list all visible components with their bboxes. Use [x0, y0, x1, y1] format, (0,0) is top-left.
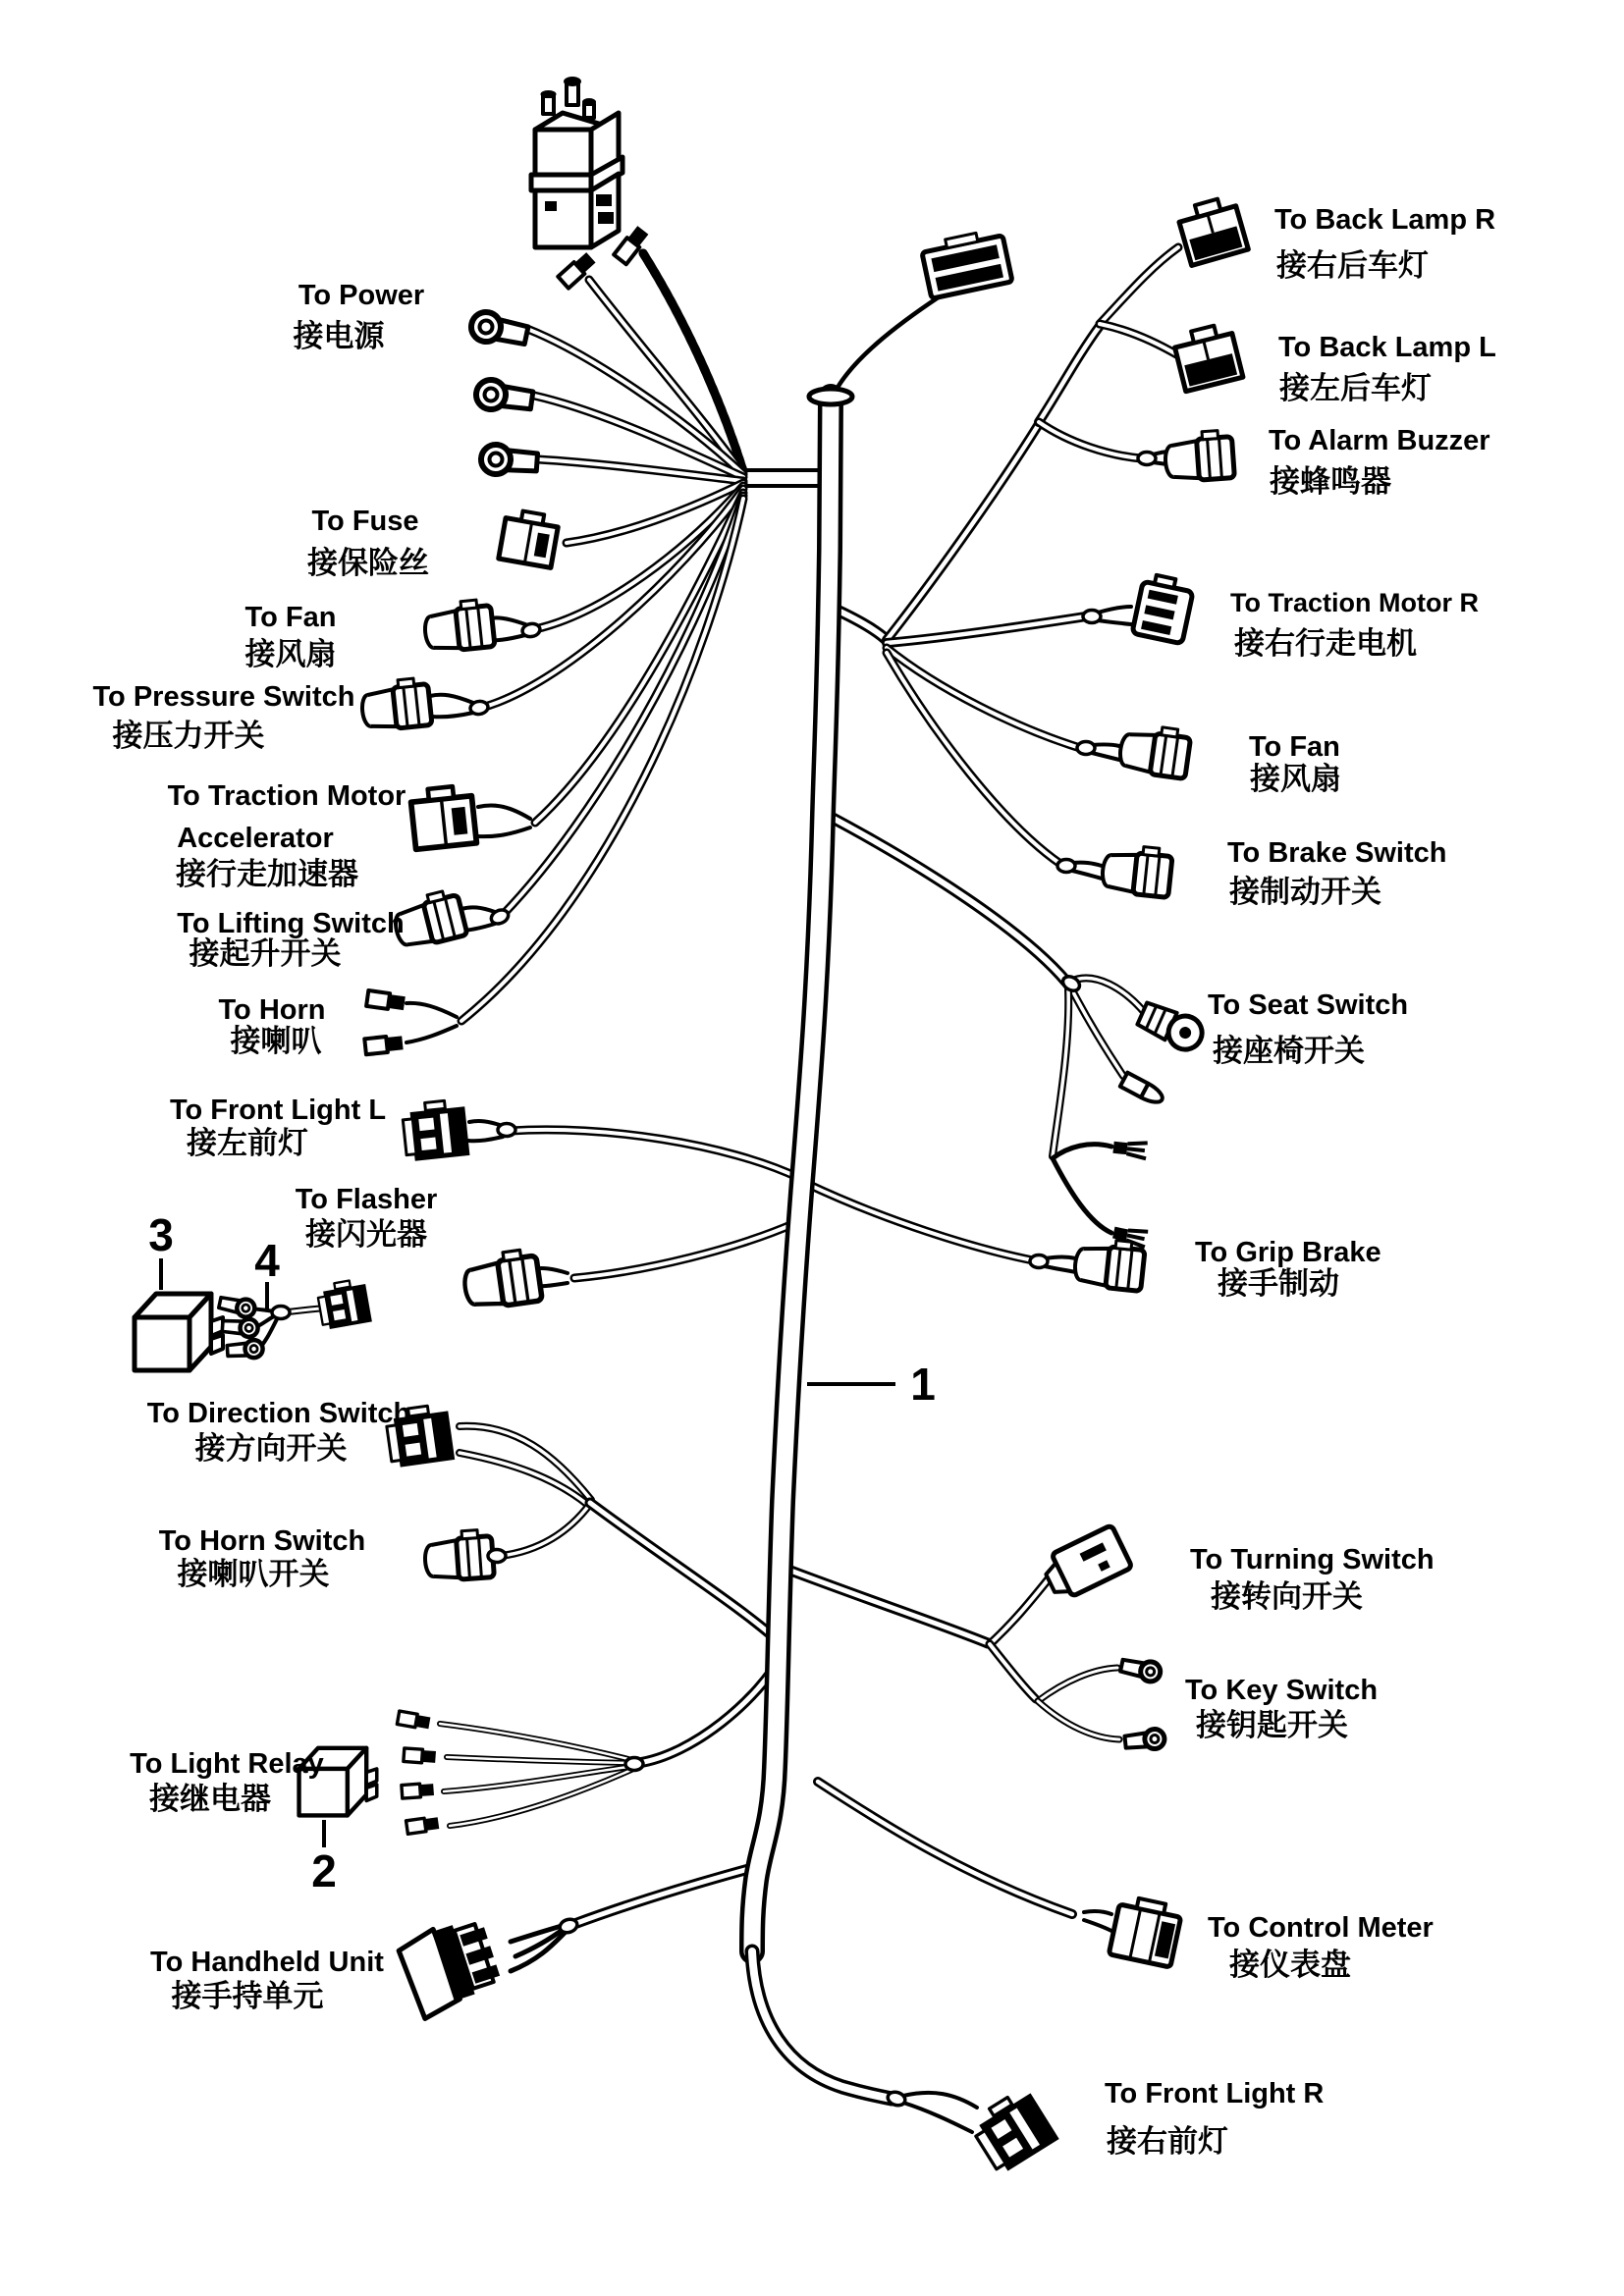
label-traction-acc-en1: To Traction Motor — [167, 780, 406, 812]
label-horn-zh: 接喇叭 — [230, 1024, 322, 1058]
label-seat-switch-zh: 接座椅开关 — [1213, 1034, 1365, 1068]
label-fuse-zh: 接保险丝 — [307, 546, 429, 580]
label-pressure-zh: 接压力开关 — [112, 719, 265, 753]
label-back-lamp-l-en: To Back Lamp L — [1278, 332, 1496, 363]
label-traction-acc-zh: 接行走加速器 — [176, 857, 358, 891]
label-horn-en: To Horn — [218, 994, 326, 1026]
label-flasher-zh: 接闪光器 — [305, 1217, 427, 1252]
label-fuse-en: To Fuse — [311, 506, 419, 537]
label-key-switch-zh: 接钥匙开关 — [1196, 1708, 1348, 1742]
label-traction-acc-en2: Accelerator — [177, 823, 334, 854]
label-light-relay-zh: 接继电器 — [149, 1782, 271, 1816]
label-traction-r-en: To Traction Motor R — [1230, 588, 1479, 617]
label-horn-switch-zh: 接喇叭开关 — [177, 1557, 330, 1591]
contactor-stud-1 — [541, 90, 557, 114]
label-front-light-l-zh: 接左前灯 — [187, 1126, 308, 1160]
label-traction-r-zh: 接右行走电机 — [1234, 626, 1417, 661]
label-brake-switch-zh: 接制动开关 — [1229, 875, 1381, 909]
callout-4: 4 — [254, 1235, 280, 1286]
label-fan-left-zh: 接风扇 — [244, 637, 337, 671]
label-lifting-zh: 接起升开关 — [189, 936, 342, 971]
label-control-meter-zh: 接仪表盘 — [1229, 1948, 1351, 1982]
label-alarm-buzzer-en: To Alarm Buzzer — [1269, 425, 1490, 456]
callout-1: 1 — [910, 1359, 936, 1410]
label-fan-right-en: To Fan — [1249, 731, 1340, 763]
label-power-zh: 接电源 — [293, 319, 385, 353]
label-back-lamp-l-zh: 接左后车灯 — [1279, 371, 1432, 405]
trunk-open-end — [809, 389, 852, 404]
label-direction-zh: 接方向开关 — [194, 1431, 348, 1466]
label-pressure-en: To Pressure Switch — [92, 681, 355, 713]
callout-2: 2 — [311, 1845, 337, 1896]
label-handheld-zh: 接手持单元 — [171, 1979, 324, 2013]
label-horn-switch-en: To Horn Switch — [158, 1525, 366, 1557]
label-turning-switch-en: To Turning Switch — [1190, 1544, 1435, 1575]
label-brake-switch-en: To Brake Switch — [1227, 837, 1447, 869]
contactor-stud-2 — [564, 77, 581, 105]
label-fan-left-en: To Fan — [244, 602, 337, 633]
label-direction-en: To Direction Switch — [146, 1398, 411, 1429]
label-front-light-r-en: To Front Light R — [1105, 2078, 1325, 2109]
label-fan-right-zh: 接风扇 — [1250, 762, 1341, 796]
label-back-lamp-r-en: To Back Lamp R — [1274, 204, 1496, 236]
contactor-stud-3 — [582, 98, 596, 118]
label-turning-switch-zh: 接转向开关 — [1211, 1579, 1363, 1614]
label-light-relay-en: To Light Relay — [130, 1748, 324, 1780]
label-grip-brake-zh: 接手制动 — [1218, 1266, 1339, 1301]
label-flasher-en: To Flasher — [295, 1184, 438, 1215]
label-alarm-buzzer-zh: 接蜂鸣器 — [1270, 464, 1391, 499]
label-grip-brake-en: To Grip Brake — [1195, 1237, 1381, 1268]
callout-3: 3 — [148, 1209, 174, 1260]
label-lifting-en: To Lifting Switch — [177, 908, 405, 939]
label-handheld-en: To Handheld Unit — [150, 1947, 384, 1978]
label-back-lamp-r-zh: 接右后车灯 — [1276, 248, 1429, 283]
label-power-en: To Power — [298, 280, 425, 311]
label-front-light-r-zh: 接右前灯 — [1107, 2124, 1228, 2159]
label-front-light-l-en: To Front Light L — [169, 1095, 387, 1126]
label-key-switch-en: To Key Switch — [1185, 1675, 1379, 1706]
label-seat-switch-en: To Seat Switch — [1208, 989, 1409, 1021]
label-control-meter-en: To Control Meter — [1208, 1912, 1434, 1944]
